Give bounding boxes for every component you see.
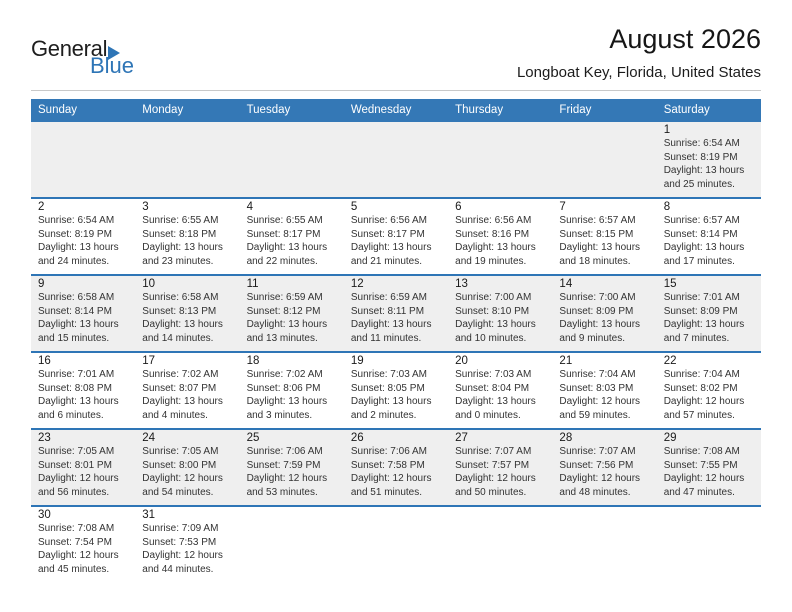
day-number: 13 (455, 278, 468, 290)
daylight-minutes-text: and 3 minutes. (246, 409, 313, 421)
weekday-header-sunday: Sunday (38, 104, 78, 116)
day-number: 27 (455, 432, 468, 444)
day-number: 10 (142, 278, 156, 290)
day-number: 21 (559, 355, 573, 367)
day-number: 12 (350, 278, 364, 290)
day-cell (657, 353, 761, 428)
daylight-text: Daylight: 12 hours (350, 473, 432, 484)
sunset-text: Sunset: 8:12 PM (246, 305, 321, 317)
day-number: 5 (350, 201, 358, 213)
sunset-text: Sunset: 8:10 PM (455, 305, 530, 317)
day-number: 17 (142, 355, 156, 367)
sunrise-text: Sunrise: 7:00 AM (455, 292, 532, 303)
sunrise-text: Sunrise: 7:07 AM (559, 446, 636, 457)
daylight-minutes-text: and 2 minutes. (350, 409, 417, 421)
day-cell (240, 353, 344, 428)
empty-day-cell (135, 122, 239, 197)
day-number: 18 (246, 355, 260, 367)
daylight-minutes-text: and 23 minutes. (142, 255, 214, 267)
day-cell (31, 353, 135, 428)
daylight-minutes-text: and 44 minutes. (142, 563, 214, 575)
sunrise-text: Sunrise: 7:06 AM (350, 446, 427, 457)
daylight-minutes-text: and 4 minutes. (142, 409, 208, 421)
sunrise-text: Sunrise: 7:08 AM (38, 523, 115, 534)
day-number: 14 (559, 278, 573, 290)
sunrise-text: Sunrise: 7:06 AM (246, 446, 323, 457)
day-cell (552, 353, 656, 428)
daylight-text: Daylight: 13 hours (455, 396, 536, 407)
daylight-text: Daylight: 13 hours (350, 242, 432, 253)
weekday-header-tuesday: Tuesday (246, 104, 291, 116)
daylight-minutes-text: and 19 minutes. (455, 255, 527, 267)
empty-day-cell (344, 507, 448, 582)
calendar-weeks (31, 122, 761, 582)
sunset-text: Sunset: 8:00 PM (142, 459, 217, 471)
sunrise-text: Sunrise: 7:03 AM (350, 369, 427, 380)
daylight-minutes-text: and 15 minutes. (38, 332, 110, 344)
day-cell (552, 199, 656, 274)
day-cell (240, 276, 344, 351)
day-number: 7 (559, 201, 566, 213)
week-row (31, 274, 761, 351)
daylight-text: Daylight: 12 hours (38, 550, 119, 561)
day-number: 16 (38, 355, 51, 367)
weekday-header-saturday: Saturday (663, 104, 710, 116)
day-cell (448, 276, 552, 351)
sunset-text: Sunset: 7:53 PM (142, 536, 217, 548)
sunset-text: Sunset: 8:16 PM (455, 228, 530, 240)
daylight-text: Daylight: 12 hours (142, 473, 223, 484)
sunset-text: Sunset: 8:14 PM (663, 228, 738, 240)
sunrise-text: Sunrise: 7:02 AM (246, 369, 323, 380)
sunrise-text: Sunrise: 7:01 AM (38, 369, 115, 380)
day-cell (240, 430, 344, 505)
daylight-minutes-text: and 59 minutes. (559, 409, 631, 421)
daylight-text: Daylight: 12 hours (663, 396, 745, 407)
daylight-text: Daylight: 13 hours (38, 242, 119, 253)
page-title: August 2026 (609, 24, 761, 54)
day-number: 9 (38, 278, 45, 290)
sunrise-text: Sunrise: 7:05 AM (38, 446, 115, 457)
sunset-text: Sunset: 8:19 PM (663, 151, 738, 163)
empty-day-cell (448, 507, 552, 582)
day-cell (448, 353, 552, 428)
daylight-minutes-text: and 47 minutes. (663, 486, 735, 498)
day-number: 6 (455, 201, 462, 213)
daylight-minutes-text: and 9 minutes. (559, 332, 626, 344)
week-row (31, 122, 761, 197)
sunset-text: Sunset: 8:17 PM (246, 228, 321, 240)
day-number: 23 (38, 432, 51, 444)
daylight-text: Daylight: 12 hours (559, 396, 641, 407)
sunset-text: Sunset: 8:06 PM (246, 382, 321, 394)
day-number: 20 (455, 355, 468, 367)
daylight-text: Daylight: 12 hours (455, 473, 536, 484)
empty-day-cell (448, 122, 552, 197)
daylight-minutes-text: and 45 minutes. (38, 563, 110, 575)
empty-day-cell (344, 122, 448, 197)
sunset-text: Sunset: 7:58 PM (350, 459, 425, 471)
sunset-text: Sunset: 8:09 PM (663, 305, 738, 317)
sunset-text: Sunset: 8:02 PM (663, 382, 738, 394)
title-block (517, 24, 761, 81)
day-cell (657, 276, 761, 351)
sunset-text: Sunset: 8:05 PM (350, 382, 425, 394)
sunrise-text: Sunrise: 6:54 AM (38, 215, 115, 226)
day-number: 29 (663, 432, 677, 444)
sunrise-text: Sunrise: 7:07 AM (455, 446, 532, 457)
daylight-minutes-text: and 53 minutes. (246, 486, 318, 498)
day-cell (344, 353, 448, 428)
empty-day-cell (31, 122, 135, 197)
sunrise-text: Sunrise: 6:57 AM (663, 215, 740, 226)
daylight-text: Daylight: 12 hours (38, 473, 119, 484)
day-cell (31, 276, 135, 351)
day-number: 31 (142, 509, 156, 521)
sunrise-text: Sunrise: 6:54 AM (663, 138, 740, 149)
week-row (31, 351, 761, 428)
sunset-text: Sunset: 8:15 PM (559, 228, 634, 240)
sunrise-text: Sunrise: 6:55 AM (142, 215, 219, 226)
daylight-minutes-text: and 21 minutes. (350, 255, 423, 267)
daylight-minutes-text: and 13 minutes. (246, 332, 318, 344)
sunrise-text: Sunrise: 6:56 AM (350, 215, 427, 226)
daylight-minutes-text: and 25 minutes. (663, 178, 735, 190)
daylight-text: Daylight: 13 hours (142, 319, 223, 330)
weekday-header-friday: Friday (559, 104, 592, 116)
sunrise-text: Sunrise: 6:58 AM (38, 292, 115, 303)
sunrise-text: Sunrise: 7:08 AM (663, 446, 740, 457)
location-subtitle: Longboat Key, Florida, United States (516, 64, 761, 81)
daylight-text: Daylight: 12 hours (246, 473, 328, 484)
day-number: 4 (246, 201, 253, 213)
day-cell (135, 507, 239, 582)
daylight-text: Daylight: 12 hours (663, 473, 745, 484)
daylight-text: Daylight: 13 hours (559, 242, 641, 253)
daylight-minutes-text: and 7 minutes. (663, 332, 730, 344)
logo-text-blue: Blue (90, 53, 135, 78)
daylight-text: Daylight: 13 hours (350, 319, 432, 330)
sunset-text: Sunset: 7:55 PM (663, 459, 738, 471)
general-blue-logo (31, 24, 134, 77)
day-number: 22 (663, 355, 677, 367)
daylight-text: Daylight: 13 hours (38, 319, 119, 330)
day-cell (552, 276, 656, 351)
day-cell (135, 199, 239, 274)
week-row (31, 197, 761, 274)
daylight-text: Daylight: 13 hours (246, 396, 328, 407)
daylight-minutes-text: and 10 minutes. (455, 332, 527, 344)
sunrise-text: Sunrise: 7:01 AM (663, 292, 740, 303)
day-cell (135, 276, 239, 351)
day-number: 15 (663, 278, 677, 290)
sunset-text: Sunset: 7:59 PM (246, 459, 321, 471)
day-number: 8 (663, 201, 671, 213)
sunset-text: Sunset: 8:17 PM (350, 228, 425, 240)
daylight-text: Daylight: 13 hours (350, 396, 432, 407)
day-cell (657, 122, 761, 197)
day-number: 24 (142, 432, 156, 444)
sunset-text: Sunset: 8:13 PM (142, 305, 217, 317)
day-cell (240, 199, 344, 274)
day-cell (344, 199, 448, 274)
sunrise-text: Sunrise: 7:03 AM (455, 369, 532, 380)
week-row (31, 428, 761, 505)
day-cell (344, 430, 448, 505)
sunset-text: Sunset: 8:08 PM (38, 382, 112, 394)
sunset-text: Sunset: 8:07 PM (142, 382, 217, 394)
daylight-text: Daylight: 13 hours (246, 242, 328, 253)
daylight-minutes-text: and 24 minutes. (38, 255, 110, 267)
weekday-header-row (31, 99, 761, 122)
daylight-text: Daylight: 13 hours (559, 319, 641, 330)
day-cell (344, 276, 448, 351)
sunset-text: Sunset: 7:54 PM (38, 536, 112, 548)
sunrise-text: Sunrise: 6:56 AM (455, 215, 532, 226)
daylight-minutes-text: and 14 minutes. (142, 332, 214, 344)
daylight-text: Daylight: 13 hours (663, 165, 745, 176)
day-cell (31, 507, 135, 582)
daylight-text: Daylight: 12 hours (559, 473, 641, 484)
sunrise-text: Sunrise: 7:02 AM (142, 369, 219, 380)
sunset-text: Sunset: 8:19 PM (38, 228, 112, 240)
empty-day-cell (657, 507, 761, 582)
day-cell (448, 199, 552, 274)
daylight-text: Daylight: 13 hours (246, 319, 328, 330)
sunrise-text: Sunrise: 7:05 AM (142, 446, 219, 457)
day-number: 3 (142, 201, 149, 213)
calendar (31, 99, 761, 582)
daylight-text: Daylight: 13 hours (455, 242, 536, 253)
day-cell (552, 430, 656, 505)
day-number: 26 (350, 432, 364, 444)
empty-day-cell (552, 507, 656, 582)
day-cell (135, 430, 239, 505)
page-header (31, 24, 761, 91)
day-number: 28 (559, 432, 573, 444)
day-cell (31, 430, 135, 505)
sunrise-text: Sunrise: 6:59 AM (246, 292, 323, 303)
day-number: 19 (350, 355, 364, 367)
daylight-text: Daylight: 12 hours (142, 550, 223, 561)
sunrise-text: Sunrise: 7:04 AM (663, 369, 740, 380)
daylight-minutes-text: and 50 minutes. (455, 486, 527, 498)
daylight-minutes-text: and 57 minutes. (663, 409, 735, 421)
daylight-text: Daylight: 13 hours (455, 319, 536, 330)
daylight-minutes-text: and 18 minutes. (559, 255, 631, 267)
daylight-text: Daylight: 13 hours (663, 319, 745, 330)
sunrise-text: Sunrise: 7:04 AM (559, 369, 636, 380)
daylight-minutes-text: and 17 minutes. (663, 255, 735, 267)
daylight-text: Daylight: 13 hours (663, 242, 745, 253)
sunrise-text: Sunrise: 6:58 AM (142, 292, 219, 303)
daylight-text: Daylight: 13 hours (142, 242, 223, 253)
day-number: 2 (38, 201, 45, 213)
empty-day-cell (240, 507, 344, 582)
weekday-header-wednesday: Wednesday (350, 104, 412, 116)
sunset-text: Sunset: 8:14 PM (38, 305, 112, 317)
sunset-text: Sunset: 8:03 PM (559, 382, 634, 394)
daylight-minutes-text: and 0 minutes. (455, 409, 521, 421)
sunset-text: Sunset: 8:01 PM (38, 459, 112, 471)
daylight-minutes-text: and 6 minutes. (38, 409, 104, 421)
day-cell (135, 353, 239, 428)
daylight-text: Daylight: 13 hours (38, 396, 119, 407)
sunrise-text: Sunrise: 7:09 AM (142, 523, 219, 534)
day-cell (31, 199, 135, 274)
empty-day-cell (552, 122, 656, 197)
sunrise-text: Sunrise: 6:57 AM (559, 215, 636, 226)
sunrise-text: Sunrise: 6:55 AM (246, 215, 323, 226)
day-number: 11 (246, 278, 259, 290)
sunrise-text: Sunrise: 6:59 AM (350, 292, 427, 303)
daylight-text: Daylight: 13 hours (142, 396, 223, 407)
week-row (31, 505, 761, 582)
day-number: 1 (663, 124, 671, 136)
daylight-minutes-text: and 48 minutes. (559, 486, 631, 498)
daylight-minutes-text: and 54 minutes. (142, 486, 214, 498)
sunset-text: Sunset: 8:11 PM (350, 305, 425, 317)
weekday-header-monday: Monday (142, 104, 184, 116)
sunset-text: Sunset: 8:18 PM (142, 228, 217, 240)
sunset-text: Sunset: 7:57 PM (455, 459, 530, 471)
empty-day-cell (240, 122, 344, 197)
weekday-header-thursday: Thursday (455, 104, 504, 116)
day-number: 25 (246, 432, 260, 444)
sunset-text: Sunset: 8:09 PM (559, 305, 634, 317)
day-cell (657, 199, 761, 274)
logo-text-general: General (31, 36, 108, 61)
day-number: 30 (38, 509, 51, 521)
daylight-minutes-text: and 56 minutes. (38, 486, 110, 498)
day-cell (657, 430, 761, 505)
sunrise-text: Sunrise: 7:00 AM (559, 292, 636, 303)
daylight-minutes-text: and 51 minutes. (350, 486, 423, 498)
sunset-text: Sunset: 8:04 PM (455, 382, 530, 394)
day-cell (448, 430, 552, 505)
sunset-text: Sunset: 7:56 PM (559, 459, 634, 471)
daylight-minutes-text: and 22 minutes. (246, 255, 318, 267)
daylight-minutes-text: and 11 minutes. (350, 332, 422, 344)
